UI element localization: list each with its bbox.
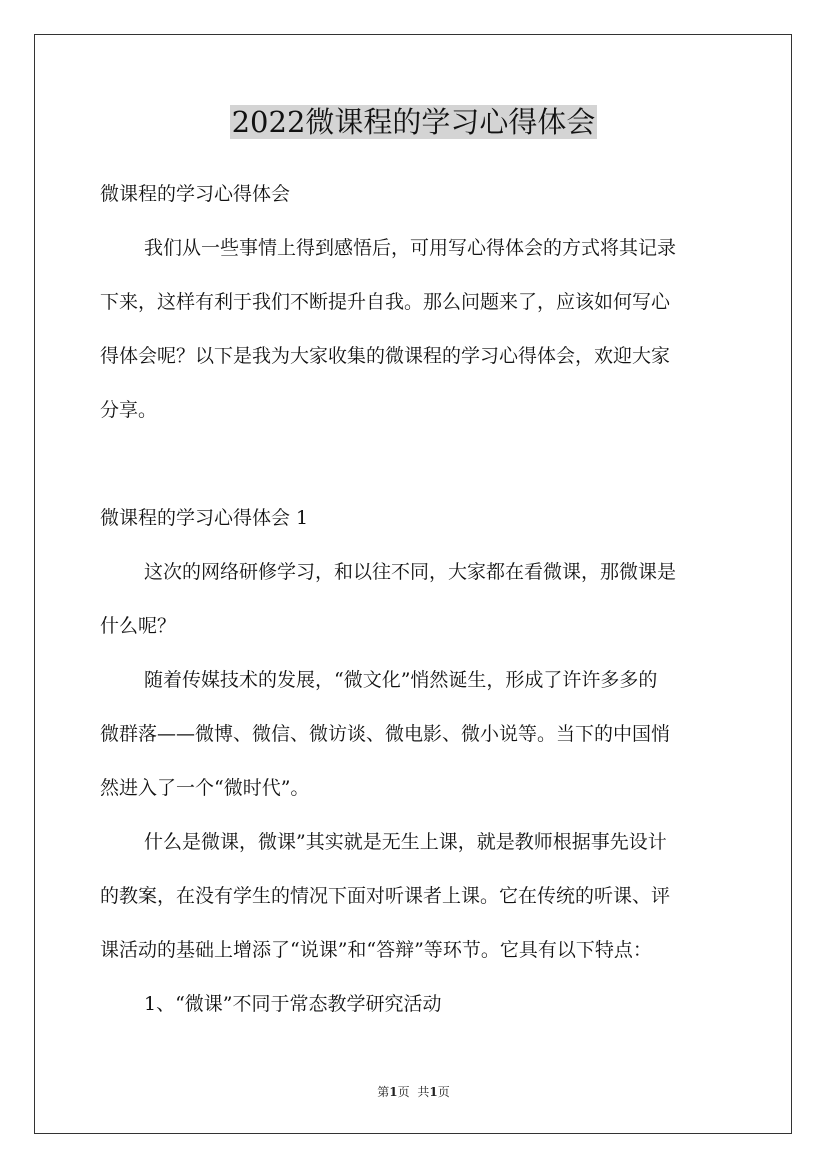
body-line-7: 的教案，在没有学生的情况下面对听课者上课。它在传统的听课、评 [100,885,671,907]
footer-page-suffix: 页 [397,1085,410,1099]
body-line-4: 微群落——微博、微信、微访谈、微电影、微小说等。当下的中国悄 [100,723,671,745]
intro-line-1: 我们从一些事情上得到感悟后，可用写心得体会的方式将其记录 [144,237,677,259]
body-line-8: 课活动的基础上增添了“说课”和“答辩”等环节。它具有以下特点： [100,939,652,961]
footer-page-number: 1 [389,1085,398,1099]
footer-total-suffix: 页 [437,1085,450,1099]
footer-total-number: 1 [429,1085,438,1099]
subtitle: 微课程的学习心得体会 [100,183,291,205]
intro-line-2: 下来，这样有利于我们不断提升自我。那么问题来了，应该如何写心 [100,291,671,313]
body-line-3: 随着传媒技术的发展，“微文化”悄然诞生，形成了许许多多的 [144,669,658,691]
body-line-1: 这次的网络研修学习，和以往不同，大家都在看微课，那微课是 [144,561,677,583]
intro-line-4: 分享。 [100,399,158,421]
footer-total-prefix: 共 [417,1085,430,1099]
body-line-6: 什么是微课，微课”其实就是无生上课，就是教师根据事先设计 [144,831,667,853]
section-heading: 微课程的学习心得体会 1 [100,507,309,529]
document-title-text: 2022微课程的学习心得体会 [231,105,596,139]
page-footer [0,1084,827,1100]
intro-line-3: 得体会呢？以下是我为大家收集的微课程的学习心得体会，欢迎大家 [100,345,671,367]
body-line-9: 1、“微课”不同于常态教学研究活动 [144,993,442,1015]
body-line-5: 然进入了一个“微时代”。 [100,777,310,799]
document-title [0,100,827,144]
body-line-2: 什么呢？ [100,615,177,637]
footer-page-prefix: 第 [377,1085,390,1099]
